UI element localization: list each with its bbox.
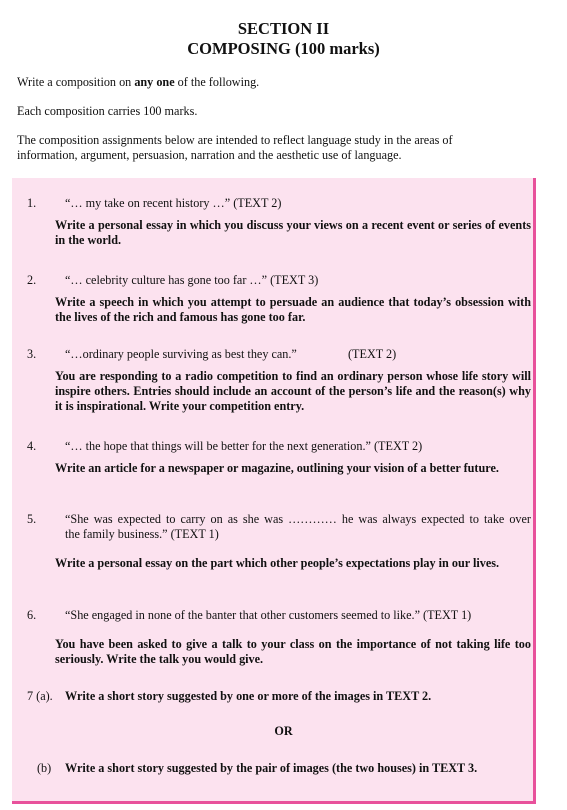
- question-quote: “… the hope that things will be better for the next generation.” (TEXT 2): [65, 439, 423, 453]
- question-number: 5.: [27, 512, 37, 526]
- question-source: (TEXT 2): [348, 347, 397, 361]
- questions-panel: [12, 178, 536, 804]
- section-heading: COMPOSING (100 marks): [187, 39, 380, 58]
- question-quote: “… celebrity culture has gone too far …” (TEXT 3): [65, 273, 319, 287]
- intro-description: The composition assignments below are intended to reflect language study in the areas of information, argument, persuasion, narration and the aesthetic use of language.: [17, 133, 453, 162]
- question-number: 2.: [27, 273, 37, 287]
- question-quote-line2: the family business.” (TEXT 1): [65, 527, 219, 541]
- question-number: 3.: [27, 347, 37, 361]
- question-number: 6.: [27, 608, 37, 622]
- question-number: 1.: [27, 196, 37, 210]
- section-title: SECTION II: [237, 19, 330, 38]
- question-task: Write an article for a newspaper or magazine, outlining your vision of a better future.: [55, 461, 499, 475]
- intro-marks: Each composition carries 100 marks.: [17, 104, 198, 118]
- question-task: You have been asked to give a talk to your class on the importance of not taking life too seriously. Write the talk you would give.: [55, 637, 531, 666]
- question-quote: “…ordinary people surviving as best they can.”: [65, 347, 297, 361]
- question-number: 4.: [27, 439, 37, 453]
- or-separator: OR: [274, 724, 293, 738]
- question-task: Write a personal essay on the part which other people’s expectations play in our lives.: [55, 556, 500, 570]
- intro-instruction: Write a composition on any one of the following.: [17, 75, 260, 89]
- question-task: Write a speech in which you attempt to persuade an audience that today’s obsession with the lives of the rich and famous has gone too far.: [55, 295, 531, 324]
- question-task: You are responding to a radio competition to find an ordinary person whose life story will inspire others. Entries should include an account of the person’s life and the reason(s) why it is inspirational. Write your competition entry.: [55, 369, 531, 413]
- question-quote: “… my take on recent history …” (TEXT 2): [65, 196, 282, 210]
- question-7a-task: Write a short story suggested by one or more of the images in TEXT 2.: [65, 689, 432, 703]
- question-7a-label: 7 (a).: [27, 689, 53, 703]
- question-quote-line1: “She was expected to carry on as she was ………… he was always expected to take over: [65, 512, 531, 526]
- question-7b-label: (b): [37, 761, 52, 775]
- question-task: Write a personal essay in which you discuss your views on a recent event or series of events in the world.: [55, 218, 531, 247]
- question-7b-task: Write a short story suggested by the pair of images (the two houses) in TEXT 3.: [65, 761, 478, 775]
- question-quote: “She engaged in none of the banter that other customers seemed to like.” (TEXT 1): [65, 608, 472, 622]
